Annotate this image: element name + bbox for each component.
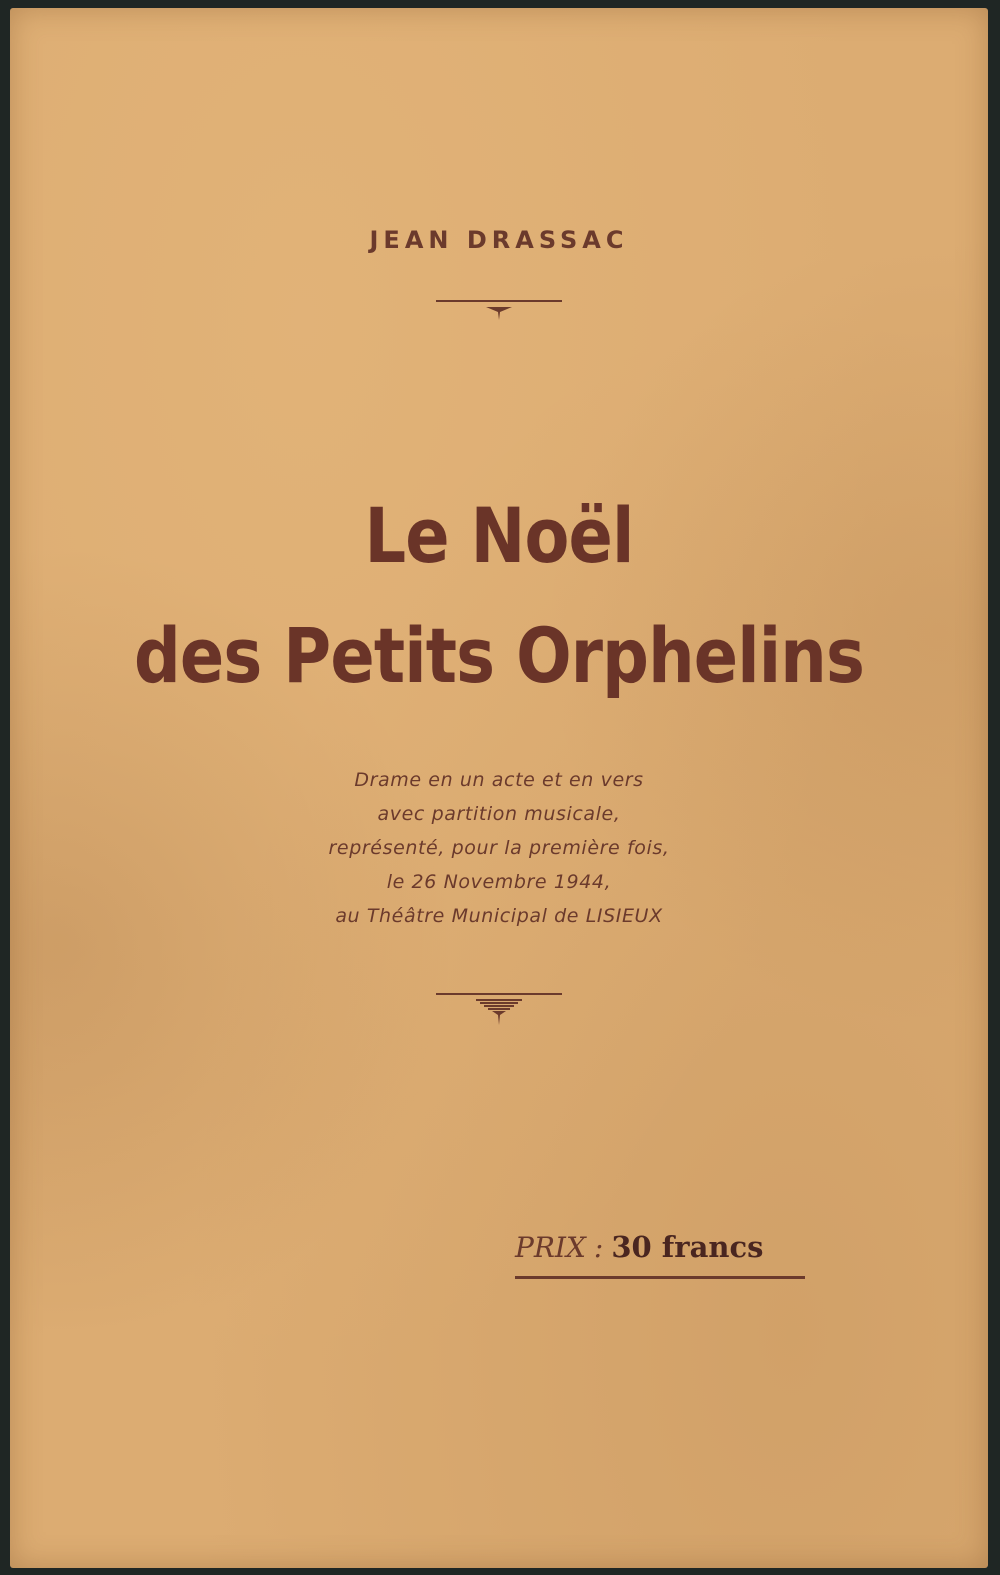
price-value: 30 francs xyxy=(611,1230,764,1264)
author-name: JEAN DRASSAC xyxy=(369,226,629,254)
subtitle-block xyxy=(10,763,988,933)
title-line-2: des Petits Orphelins xyxy=(133,611,865,700)
price-label: PRIX xyxy=(515,1231,586,1264)
booklet-cover xyxy=(10,8,988,1568)
top-ornament-divider xyxy=(10,298,988,327)
price-separator: : xyxy=(593,1231,604,1264)
subtitle-line: le 26 Novembre 1944, xyxy=(386,871,612,893)
price-line xyxy=(515,1230,805,1279)
subtitle-line: Drame en un acte et en vers xyxy=(354,769,644,791)
title-line-1: Le Noël xyxy=(364,491,634,580)
subtitle-line: avec partition musicale, xyxy=(377,803,621,825)
bottom-ornament-divider xyxy=(10,991,988,1032)
subtitle-line: représenté, pour la première fois, xyxy=(328,837,670,859)
subtitle-line: au Théâtre Municipal de LISIEUX xyxy=(335,905,663,927)
